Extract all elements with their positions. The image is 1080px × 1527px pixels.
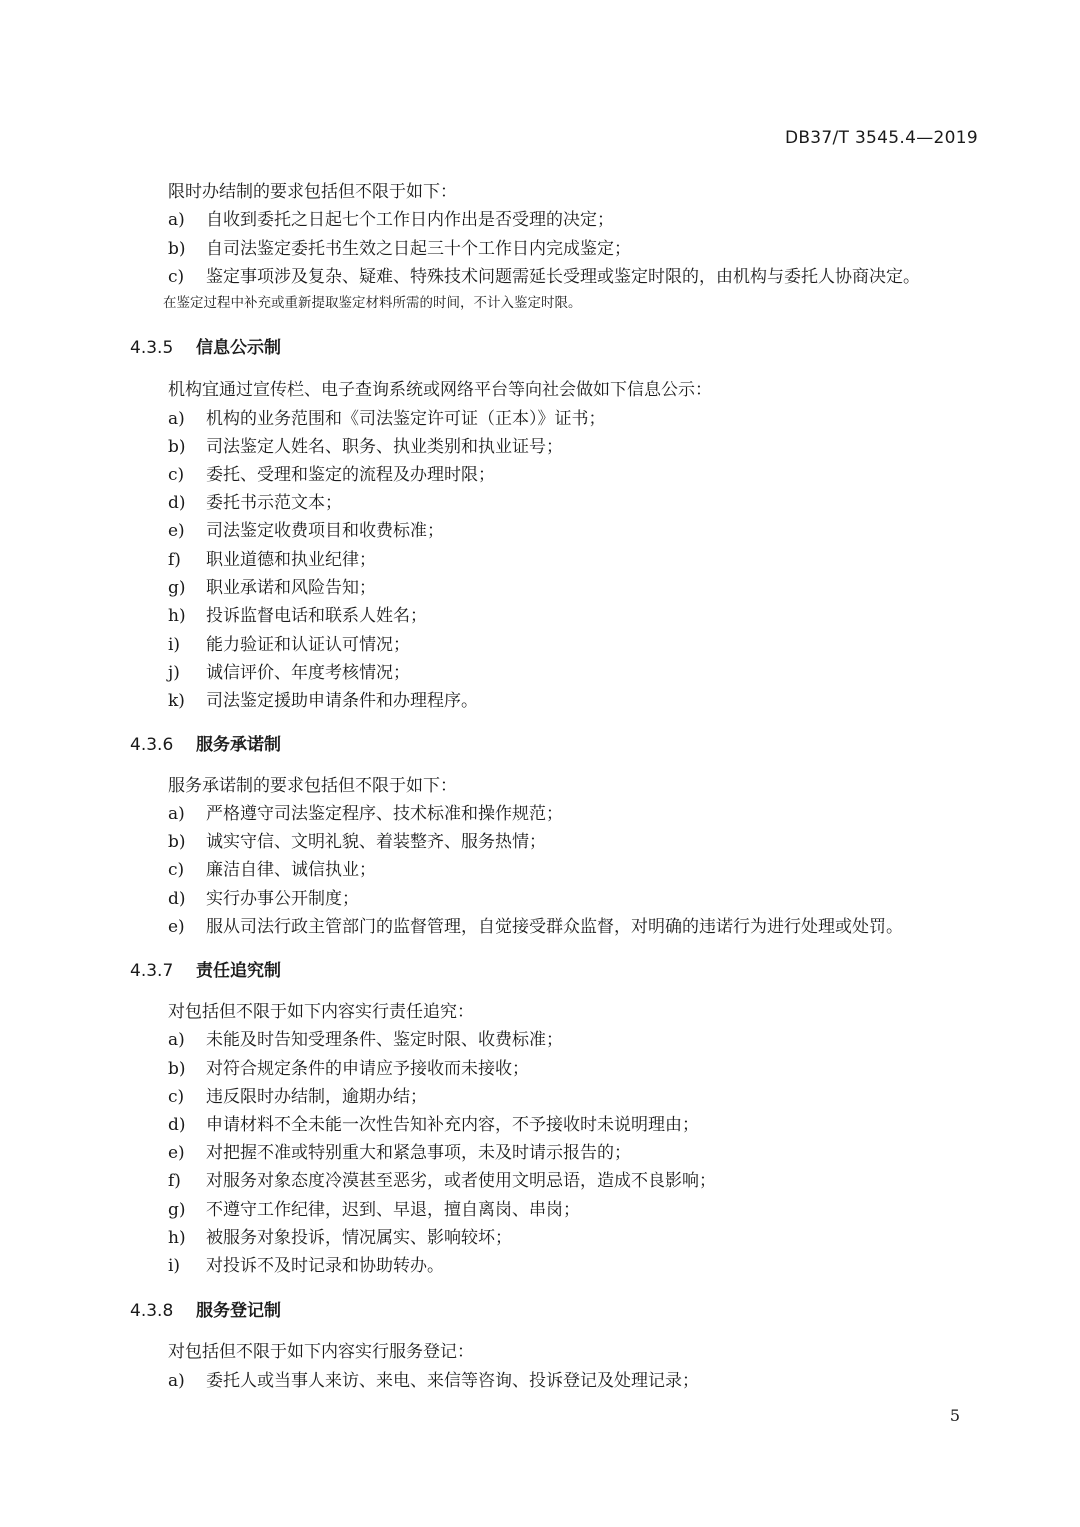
list-label: h) bbox=[168, 606, 186, 626]
list-text: 职业道德和执业纪律； bbox=[206, 550, 376, 570]
list-text: 申请材料不全未能一次性告知补充内容，不予接收时未说明理由； bbox=[206, 1115, 699, 1135]
list-item bbox=[168, 545, 376, 570]
list-text: 廉洁自律、诚信执业； bbox=[206, 860, 376, 880]
list-item bbox=[168, 827, 546, 852]
list-label: e) bbox=[168, 1143, 185, 1163]
list-label: a) bbox=[168, 409, 185, 429]
list-text: 诚实守信、文明礼貌、着装整齐、服务热情； bbox=[206, 832, 546, 852]
list-item bbox=[168, 1138, 631, 1163]
list-item bbox=[168, 262, 920, 287]
list-text: 司法鉴定援助申请条件和办理程序。 bbox=[206, 691, 478, 711]
list-label: k) bbox=[168, 691, 185, 711]
list-item bbox=[168, 1223, 512, 1248]
list-label: c) bbox=[168, 267, 185, 287]
list-text: 司法鉴定人姓名、职务、执业类别和执业证号； bbox=[206, 437, 563, 457]
list-text: 职业承诺和风险告知； bbox=[206, 578, 376, 598]
list-label: i) bbox=[168, 1256, 181, 1276]
list-item bbox=[168, 884, 359, 909]
list-label: a) bbox=[168, 210, 185, 230]
list-item bbox=[168, 460, 495, 485]
list-label: d) bbox=[168, 493, 186, 513]
list-item bbox=[168, 1082, 427, 1107]
list-label: c) bbox=[168, 1087, 185, 1107]
list-label: d) bbox=[168, 889, 186, 909]
list-label: h) bbox=[168, 1228, 186, 1248]
list-item bbox=[168, 488, 342, 513]
list-item bbox=[168, 1166, 716, 1191]
list-text: 未能及时告知受理条件、鉴定时限、收费标准； bbox=[206, 1030, 563, 1050]
list-label: e) bbox=[168, 521, 185, 541]
list-text: 不遵守工作纪律，迟到、早退，擅自离岗、串岗； bbox=[206, 1200, 580, 1220]
list-item bbox=[168, 658, 410, 683]
section-number: 4.3.8 bbox=[130, 1301, 174, 1321]
list-label: f) bbox=[168, 1171, 181, 1191]
section-heading bbox=[130, 1296, 281, 1321]
list-label: g) bbox=[168, 1200, 186, 1220]
list-item bbox=[168, 1366, 699, 1391]
list-text: 对把握不准或特别重大和紧急事项，未及时请示报告的； bbox=[206, 1143, 631, 1163]
list-text: 委托、受理和鉴定的流程及办理时限； bbox=[206, 465, 495, 485]
section-number: 4.3.7 bbox=[130, 961, 174, 981]
list-item bbox=[168, 1251, 444, 1276]
list-item bbox=[168, 432, 563, 457]
list-item bbox=[168, 1025, 563, 1050]
list-text: 违反限时办结制，逾期办结； bbox=[206, 1087, 427, 1107]
list-label: g) bbox=[168, 578, 186, 598]
list-text: 实行办事公开制度； bbox=[206, 889, 359, 909]
list-text: 严格遵守司法鉴定程序、技术标准和操作规范； bbox=[206, 804, 563, 824]
list-label: e) bbox=[168, 917, 185, 937]
section-title: 服务登记制 bbox=[196, 1301, 281, 1321]
paragraph-intro: 服务承诺制的要求包括但不限于如下： bbox=[168, 776, 457, 796]
section-number: 4.3.5 bbox=[130, 338, 174, 358]
list-label: f) bbox=[168, 550, 181, 570]
section-number: 4.3.6 bbox=[130, 735, 174, 755]
list-text: 对服务对象态度冷漠甚至恶劣，或者使用文明忌语，造成不良影响； bbox=[206, 1171, 716, 1191]
list-item bbox=[168, 1195, 580, 1220]
list-item bbox=[168, 630, 410, 655]
list-text: 自收到委托之日起七个工作日内作出是否受理的决定； bbox=[206, 210, 614, 230]
list-text: 鉴定事项涉及复杂、疑难、特殊技术问题需延长受理或鉴定时限的，由机构与委托人协商决定。 bbox=[206, 267, 920, 287]
list-text: 委托人或当事人来访、来电、来信等咨询、投诉登记及处理记录； bbox=[206, 1371, 699, 1391]
list-text: 司法鉴定收费项目和收费标准； bbox=[206, 521, 444, 541]
list-text: 诚信评价、年度考核情况； bbox=[206, 663, 410, 683]
list-label: b) bbox=[168, 437, 186, 457]
list-item bbox=[168, 1110, 699, 1135]
list-label: c) bbox=[168, 860, 185, 880]
list-item bbox=[168, 686, 478, 711]
list-label: b) bbox=[168, 239, 186, 259]
list-text: 机构的业务范围和《司法鉴定许可证（正本）》证书； bbox=[206, 409, 606, 429]
paragraph-intro: 对包括但不限于如下内容实行服务登记： bbox=[168, 1342, 474, 1362]
list-item bbox=[168, 404, 606, 429]
list-text: 对符合规定条件的申请应予接收而未接收； bbox=[206, 1059, 529, 1079]
list-label: b) bbox=[168, 1059, 186, 1079]
document-code: DB37/T 3545.4—2019 bbox=[784, 128, 978, 148]
paragraph-intro: 机构宜通过宣传栏、电子查询系统或网络平台等向社会做如下信息公示： bbox=[168, 380, 712, 400]
list-item bbox=[168, 234, 631, 259]
section-heading bbox=[130, 333, 281, 358]
list-item bbox=[168, 912, 903, 937]
list-label: b) bbox=[168, 832, 186, 852]
list-label: a) bbox=[168, 804, 185, 824]
section-title: 服务承诺制 bbox=[196, 735, 281, 755]
list-text: 对投诉不及时记录和协助转办。 bbox=[206, 1256, 444, 1276]
list-text: 能力验证和认证认可情况； bbox=[206, 635, 410, 655]
list-text: 服从司法行政主管部门的监督管理，自觉接受群众监督，对明确的违诺行为进行处理或处罚。 bbox=[206, 917, 903, 937]
list-item bbox=[168, 855, 376, 880]
section-heading bbox=[130, 956, 281, 981]
list-label: j) bbox=[168, 663, 180, 683]
list-item bbox=[168, 205, 614, 230]
paragraph-intro: 限时办结制的要求包括但不限于如下： bbox=[168, 182, 457, 202]
list-label: a) bbox=[168, 1371, 185, 1391]
list-text: 自司法鉴定委托书生效之日起三十个工作日内完成鉴定； bbox=[206, 239, 631, 259]
list-label: d) bbox=[168, 1115, 186, 1135]
section-title: 责任追究制 bbox=[196, 961, 281, 981]
list-item bbox=[168, 601, 427, 626]
list-item bbox=[168, 799, 563, 824]
section-heading bbox=[130, 730, 281, 755]
list-item bbox=[168, 1054, 529, 1079]
paragraph-intro: 对包括但不限于如下内容实行责任追究： bbox=[168, 1002, 474, 1022]
list-item bbox=[168, 516, 444, 541]
list-item bbox=[168, 573, 376, 598]
list-label: i) bbox=[168, 635, 181, 655]
list-text: 被服务对象投诉，情况属实、影响较坏； bbox=[206, 1228, 512, 1248]
page-number: 5 bbox=[949, 1406, 960, 1425]
list-label: c) bbox=[168, 465, 185, 485]
list-text: 投诉监督电话和联系人姓名； bbox=[206, 606, 427, 626]
note: 在鉴定过程中补充或重新提取鉴定材料所需的时间，不计入鉴定时限。 bbox=[163, 295, 582, 311]
list-label: a) bbox=[168, 1030, 185, 1050]
list-text: 委托书示范文本； bbox=[206, 493, 342, 513]
section-title: 信息公示制 bbox=[196, 338, 281, 358]
